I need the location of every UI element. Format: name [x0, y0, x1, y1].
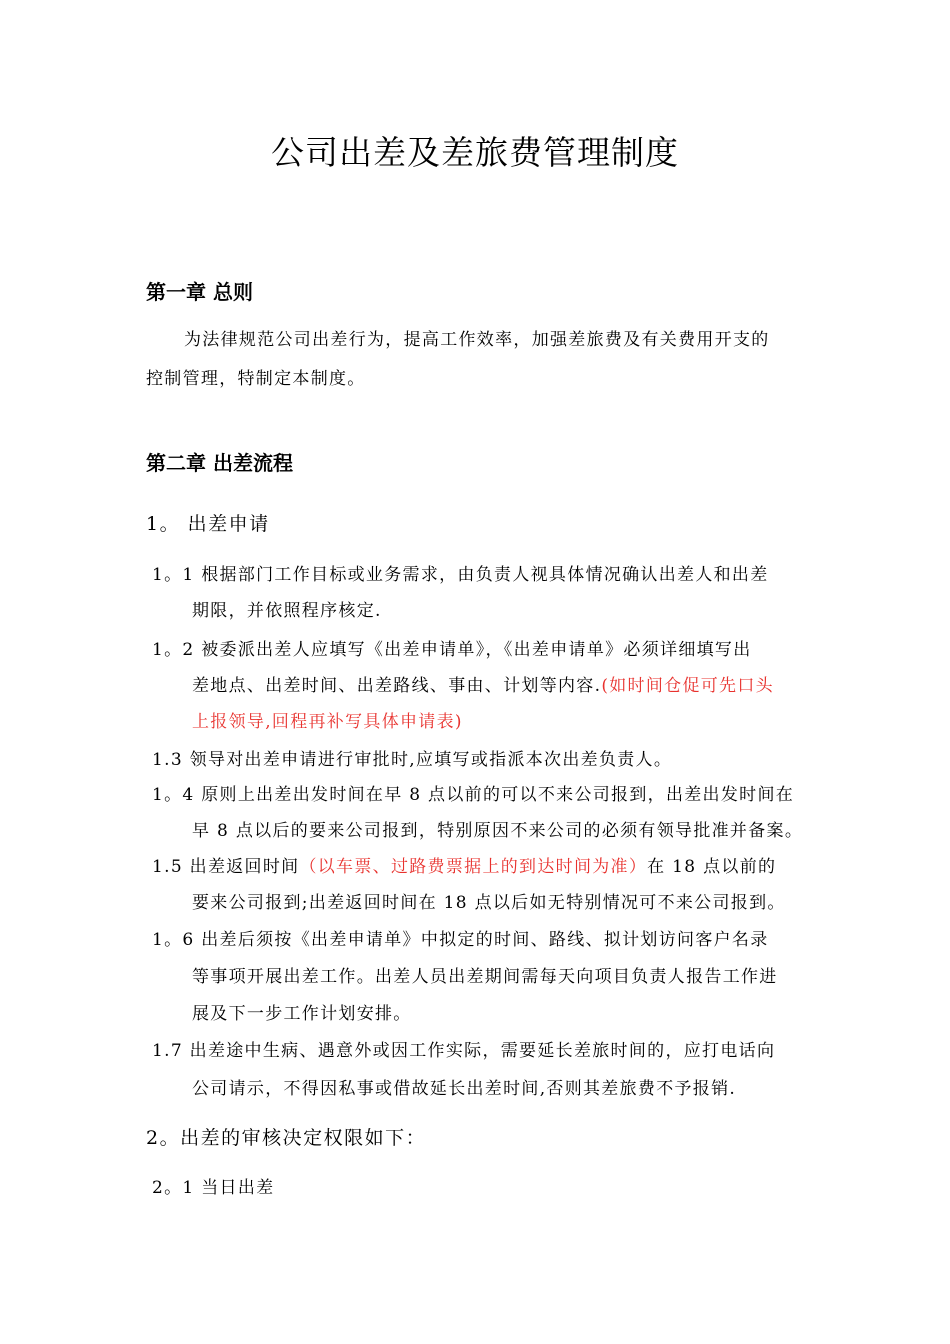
- item-1-2-red-note: (如时间仓促可先口头: [601, 676, 774, 696]
- chapter-1-heading: 第一章 总则: [146, 280, 253, 304]
- chapter-1-paragraph-line-2: 控制管理，特制定本制度。: [146, 369, 366, 389]
- document-title: 公司出差及差旅费管理制度: [271, 133, 679, 172]
- item-1-7-line-1: 1.7 出差途中生病、遇意外或因工作实际，需要延长差旅时间的，应打电话向: [152, 1041, 776, 1061]
- item-1-2-line-3-red-note: 上报领导,回程再补写具体申请表): [192, 712, 463, 732]
- item-1-6-line-1: 1。6 出差后须按《出差申请单》中拟定的时间、路线、拟计划访问客户名录: [152, 930, 769, 950]
- item-1-4-line-1: 1。4 原则上出差出发时间在早 8 点以前的可以不来公司报到，出差出发时间在: [152, 785, 795, 805]
- item-1-2-line-2: [192, 668, 774, 704]
- item-1-5-text-a: 1.5 出差返回时间: [152, 857, 300, 877]
- chapter-1-paragraph-line-1: 为法律规范公司出差行为，提高工作效率，加强差旅费及有关费用开支的: [184, 330, 770, 350]
- item-1-6-line-3: 展及下一步工作计划安排。: [192, 1004, 412, 1024]
- item-1-7-line-2: 公司请示，不得因私事或借故延长出差时间,否则其差旅费不予报销.: [192, 1079, 737, 1099]
- item-1-5-text-b: 在 18 点以前的: [647, 857, 777, 877]
- item-1-5-line-1: [152, 849, 776, 885]
- chapter-2-heading: 第二章 出差流程: [146, 451, 293, 475]
- item-1-2-line-2-text: 差地点、出差时间、出差路线、事由、计划等内容.: [192, 676, 602, 696]
- item-1-4-line-2: 早 8 点以后的要来公司报到，特别原因不来公司的必须有领导批准并备案。: [192, 821, 804, 841]
- item-1-5-red-note: （以车票、过路费票据上的到达时间为准）: [299, 857, 648, 877]
- item-1-3-line-1: 1.3 领导对出差申请进行审批时,应填写或指派本次出差负责人。: [152, 750, 673, 770]
- section-1-heading: 1。 出差申请: [146, 513, 270, 535]
- section-2-heading: 2。出差的审核决定权限如下：: [146, 1127, 427, 1149]
- item-2-1-line-1: 2。1 当日出差: [152, 1178, 275, 1198]
- item-1-6-line-2: 等事项开展出差工作。出差人员出差期间需每天向项目负责人报告工作进: [192, 967, 778, 987]
- item-1-2-line-1: 1。2 被委派出差人应填写《出差申请单》，《出差申请单》必须详细填写出: [152, 640, 752, 660]
- item-1-1-line-1: 1。1 根据部门工作目标或业务需求，由负责人视具体情况确认出差人和出差: [152, 565, 769, 585]
- item-1-5-line-2: 要来公司报到;出差返回时间在 18 点以后如无特别情况可不来公司报到。: [192, 893, 786, 913]
- item-1-1-line-2: 期限，并依照程序核定.: [192, 601, 382, 621]
